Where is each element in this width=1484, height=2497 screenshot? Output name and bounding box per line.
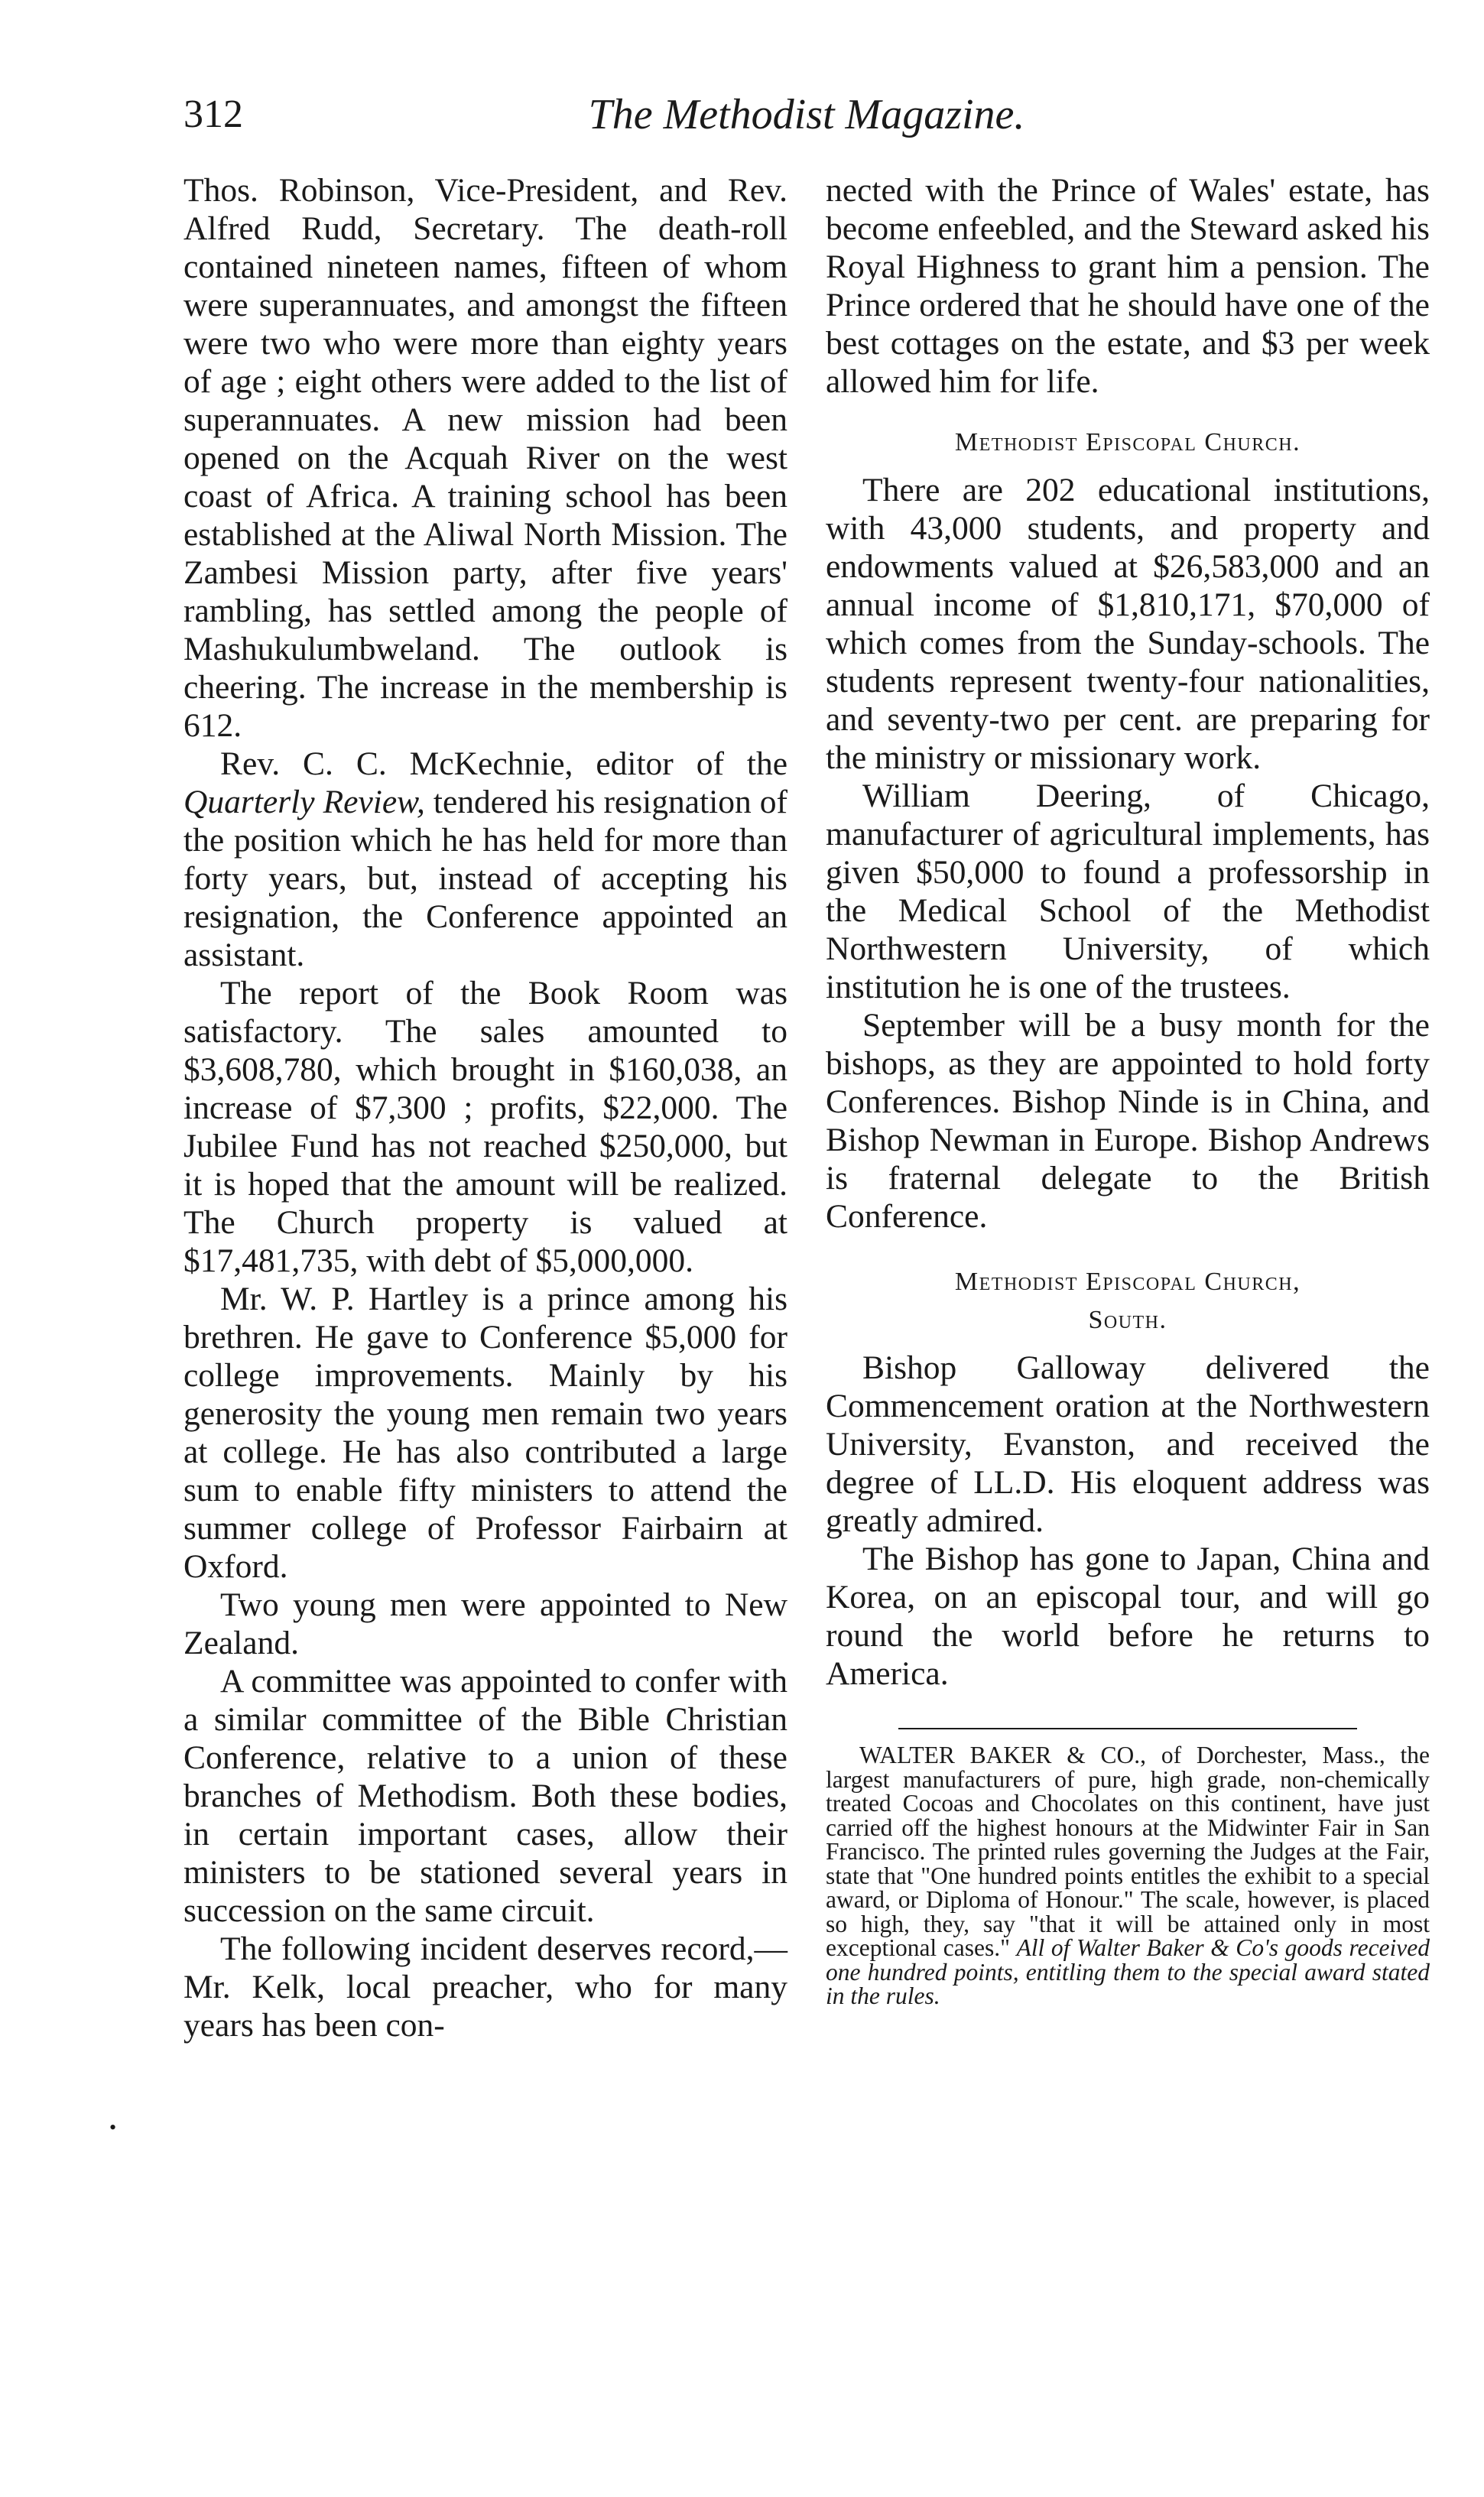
paragraph-institutions: There are 202 educational institutions, with 43,000 students, and property and endowments valued at $26,583,000 and an annual income of $1,810,171, $70,000 of which comes from the Sunday-schools. The students represent twenty-four nationalities, and seventy-two per cent. are preparing for the ministry or missionary work. [826,472,1430,776]
margin-dot: • [109,2116,117,2138]
heading-line-2: South. [1088,1306,1167,1334]
paragraph-kelk: The following incident deserves record,—Mr. Kelk, local preacher, who for many years has been con- [183,1930,787,2044]
paragraph-bishops: September will be a busy month for the bishops, as they are appointed to hold forty Conferences. Bishop Ninde is in China, and Bishop Newman in Europe. Bishop Andrews is fraternal delegate to the British Conference. [826,1007,1430,1235]
paragraph-continuation: nected with the Prince of Wales' estate, has become enfeebled, and the Steward asked his Royal Highness to grant him a pension. The Prince ordered that he should have one of the best cottages on the estate, and $3 per week allowed him for life. [826,172,1430,400]
advertisement-italic-text: All of Walter Baker & Co's goods received one hundred points, entitling them to the special award stated in the rules. [826,1934,1430,2009]
quarterly-review-title: Quarterly Review, [183,784,425,820]
heading-methodist-episcopal-south [826,1263,1430,1339]
mckechnie-intro: Rev. C. C. McKechnie, editor of the [220,745,787,782]
paragraph-mckechnie [183,745,787,974]
advertisement-walter-baker [826,1743,1430,2008]
divider-rule [898,1728,1357,1729]
paragraph-deering: William Deering, of Chicago, manufacturer of agricultural implements, has given $50,000 to found a professorship in the Medical School of the Methodist Northwestern University, of which institution he is one of the trustees. [826,778,1430,1005]
paragraph-galloway: Bishop Galloway delivered the Commencement oration at the Northwestern University, Evanston, and received the degree of LL.D. His eloquent address was greatly admired. [826,1349,1430,1539]
right-column [826,171,1430,2008]
paragraph-committee: A committee was appointed to confer with a similar committee of the Bible Christian Conference, relative to a union of these branches of Methodism. Both these bodies, in certain important cases, allow their ministers to be stationed several years in succession on the same circuit. [183,1663,787,1929]
heading-line-1: Methodist Episcopal Church, [954,1268,1301,1296]
paragraph-bishop-tour: The Bishop has gone to Japan, China and Korea, on an episcopal tour, and will go round the world before he returns to America. [826,1541,1430,1692]
paragraph-hartley: Mr. W. P. Hartley is a prince among his brethren. He gave to Conference $5,000 for college improvements. Mainly by his generosity the young men remain two years at college. He has also contributed a large sum to enable fifty ministers to attend the summer college of Professor Fairbairn at Oxford. [183,1281,787,1585]
page-number: 312 [183,93,243,136]
paragraph-new-zealand: Two young men were appointed to New Zealand. [183,1586,787,1661]
advertisement-text: WALTER BAKER & CO., of Dorchester, Mass., the largest manufacturers of pure, high grade, non-chemically treated Cocoas and Chocolates on this continent, have just carried off the highest honours at the Midwinter Fair in San Francisco. The printed rules governing the Judges at the Fair, state that "One hundred points entitles the exhibit to a special award, or Diploma of Honour." The scale, however, is placed so high, they, say "that it will be attained only in most exceptional cases." [826,1742,1430,1961]
running-title: The Methodist Magazine. [588,91,1025,138]
page-header [183,86,1430,144]
paragraph-wesleyan-conference: Thos. Robinson, Vice-President, and Rev. Alfred Rudd, Secretary. The death-roll contained nineteen names, fifteen of whom were superannuates, and amongst the fifteen were two who were more than eighty years of age ; eight others were added to the list of superannuates. A new mission had been opened on the Acquah River on the west coast of Africa. A training school has been established at the Aliwal North Mission. The Zambesi Mission party, after five years' rambling, has settled among the people of Mashukulumbweland. The outlook is cheering. The increase in the membership is 612. [183,172,787,744]
heading-methodist-episcopal: Methodist Episcopal Church. [954,428,1301,456]
paragraph-book-room: The report of the Book Room was satisfactory. The sales amounted to $3,608,780, which brought in $160,038, an increase of $7,300 ; profits, $22,000. The Jubilee Fund has not reached $250,000, but it is hoped that the amount will be realized. The Church property is valued at $17,481,735, with debt of $5,000,000. [183,975,787,1279]
mckechnie-rest: tendered his resignation of the position which he has held for more than forty years, but, instead of accepting his resignation, the Conference appointed an assistant. [183,784,787,973]
left-column [183,171,787,2044]
